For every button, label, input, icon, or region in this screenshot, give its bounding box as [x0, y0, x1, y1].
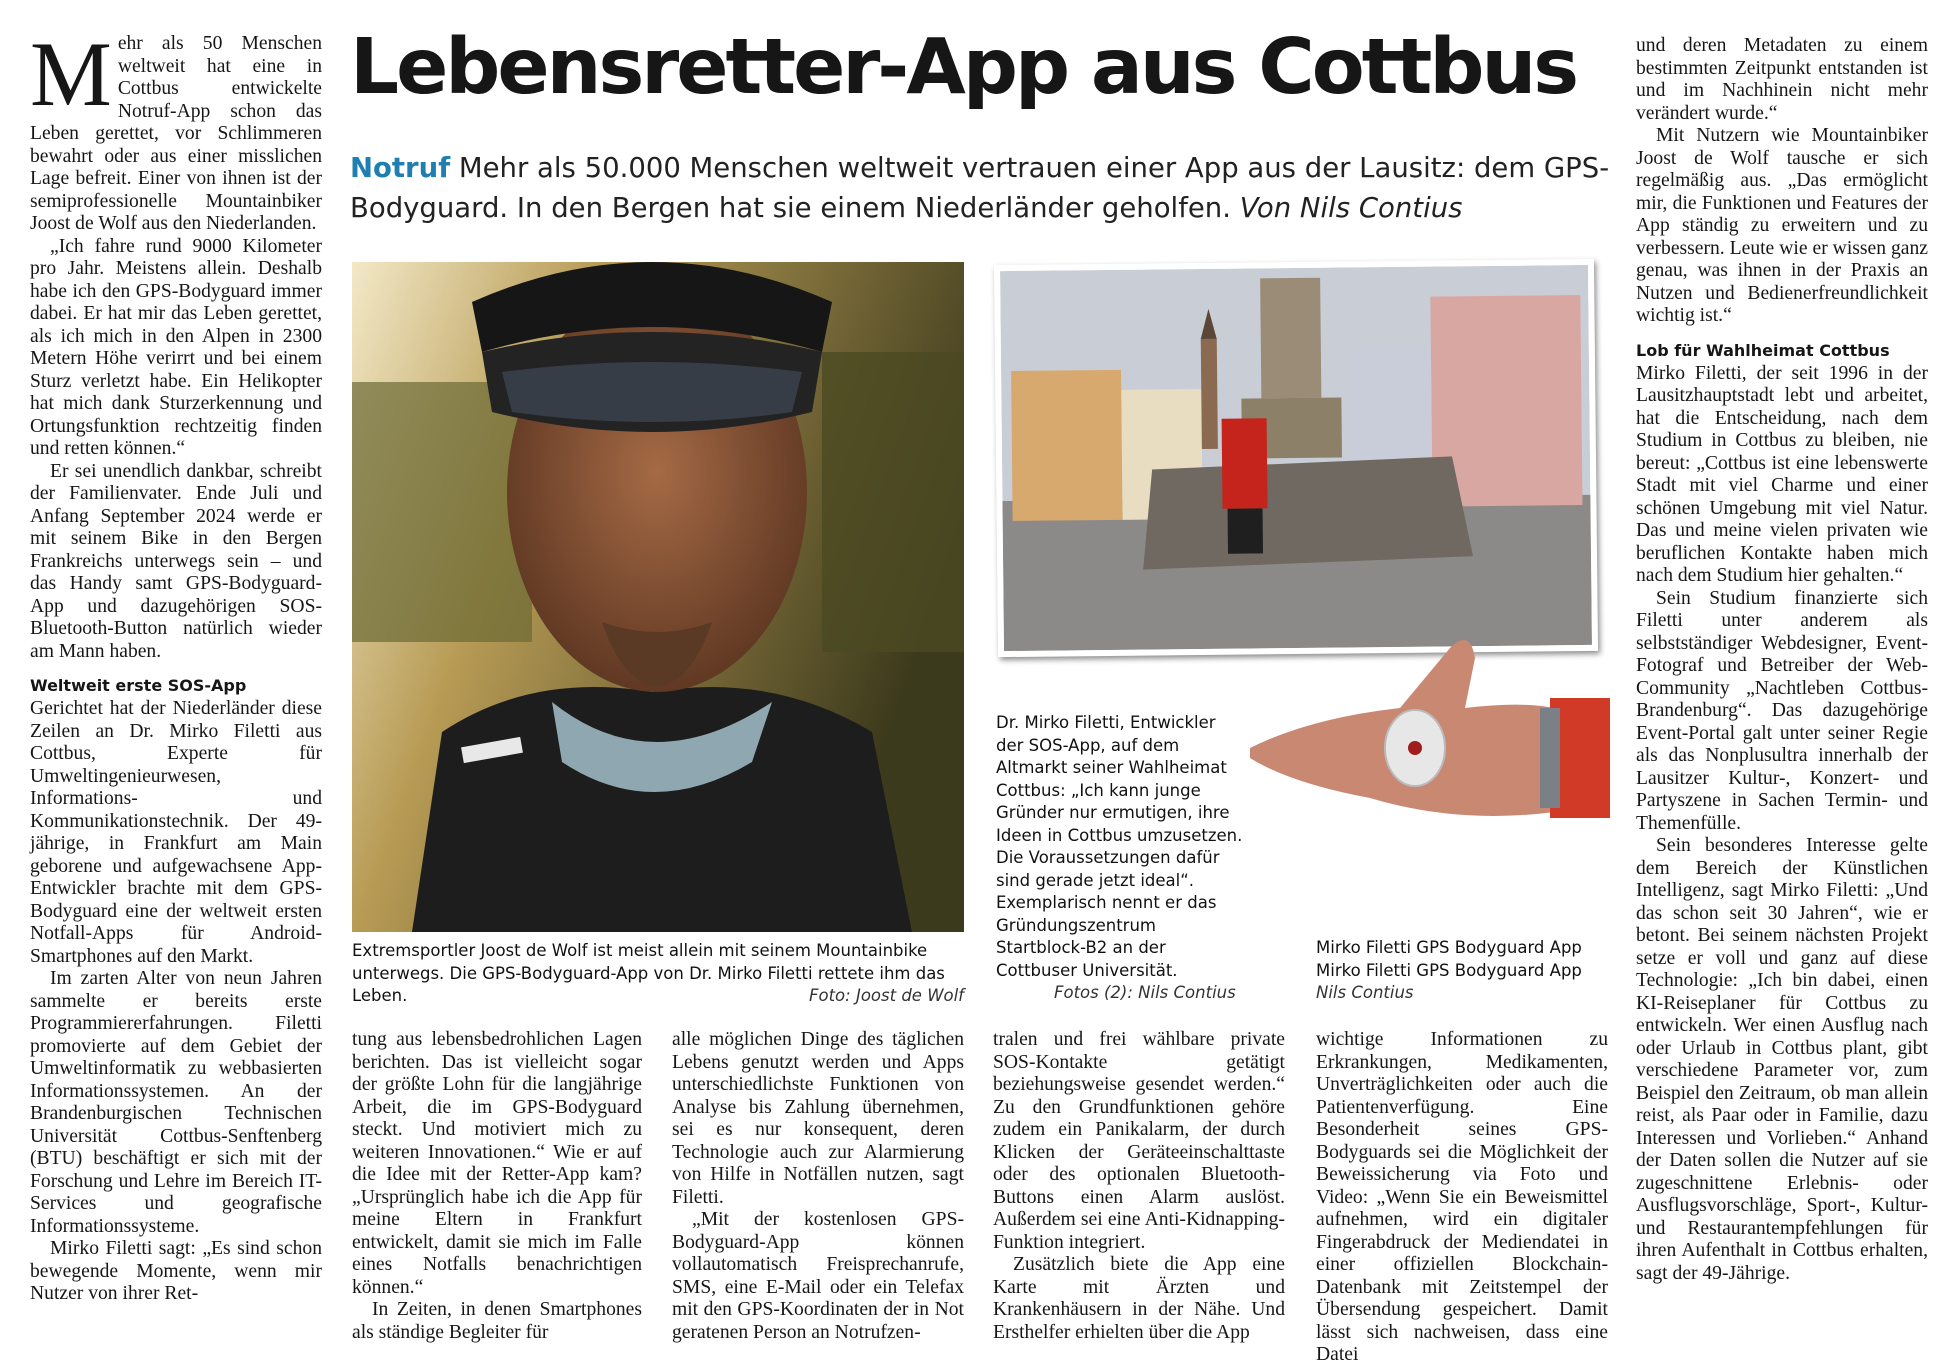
- caption-photo3-line1: Mirko Filetti GPS Bodyguard App: [1316, 938, 1582, 957]
- col6-p4: Sein Studium finanzierte sich Filetti unter anderem als selbstständiger Webdesigner, Event-Fotograf und Betreiber der Web-Community „Nachtleben Cottbus-Brandenburg“. Das dazugehörige Event-Portal galt unter seiner Regie als das Nonplusultra innerhalb der Lausitzer Kultur-, Konzert- und Partyszene in Sachen Termin- und Themenfülle.: [1636, 587, 1928, 834]
- subheading-lob: Lob für Wahlheimat Cottbus: [1636, 340, 1890, 360]
- photo-cyclist-image: [352, 262, 964, 932]
- col1-p1: [30, 23, 322, 236]
- photo-altmarkt-image: [1000, 265, 1592, 651]
- col6-p1: und deren Metadaten zu einem bestimmten Zeitpunkt entstanden ist und im Nachhinein nicht mehr verändert wurde.“: [1636, 35, 1928, 124]
- column-5: [1316, 1029, 1608, 1367]
- col2-p2: In Zeiten, in denen Smartphones als ständige Begleiter für: [352, 1299, 642, 1343]
- caption-photo3-credit: Nils Contius: [1316, 983, 1414, 1002]
- col1-p3: Er sei unendlich dankbar, schreibt der Familienvater. Ende Juli und Anfang September 2024 werde er mit seinem Bike in den Bergen Frankreichs unterwegs sein – und das Handy samt GPS-Bodyguard-App und dazugehörigen SOS-Bluetooth-Button natürlich wieder am Mann haben.: [30, 460, 322, 662]
- col3-p2: „Mit der kostenlosen GPS-Bodyguard-App können vollautomatisch Freisprechanrufe, SMS, eine E-Mail oder ein Telefax mit den GPS-Koordinaten der in Not geratenen Person an Notrufzen-: [672, 1209, 964, 1343]
- caption-photo2: [996, 712, 1246, 1005]
- column-6: [1636, 35, 1928, 1285]
- column-3: [672, 1029, 964, 1344]
- caption-photo1-credit: Foto: Joost de Wolf: [809, 986, 964, 1005]
- headline: Lebensretter-App aus Cottbus: [350, 23, 1577, 112]
- col2-p1: tung aus lebensbedrohlichen Lagen berichten. Das ist vielleicht sogar der größte Lohn für die langjährige Arbeit, die im GPS-Bodyguard steckt. Und motiviert mich zu weiteren Innovationen.“ Wie er auf die Idee mit der Retter-App kam? „Ursprünglich habe ich die App für meine Eltern in Frankfurt entwickelt, damit sie mich im Falle eines Notfalls benachrichtigen können.“: [352, 1029, 642, 1298]
- col3-p1: alle möglichen Dinge des täglichen Lebens genutzt werden und Apps unterschiedlichste Funktionen von Analyse bis Zahlung übernehmen, sei es nur konsequent, deren Technologie auch zur Alarmierung von Hilfe in Notfällen nutzen, sagt Filetti.: [672, 1029, 964, 1208]
- caption-photo2-text: Dr. Mirko Filetti, Entwickler der SOS-App, auf dem Altmarkt seiner Wahlheimat Cottbus: „Ich kann junge Gründer nur ermutigen, ihre Ideen in Cottbus umzusetzen. Die Voraussetzungen dafür sind gerade jetzt ideal“. Exemplarisch nennt er das Gründungszentrum Startblock-B2 an der Cottbuser Universität.: [996, 713, 1243, 980]
- deck-text: Mehr als 50.000 Menschen weltweit vertrauen einer App aus der Lausitz: dem GPS-Bodyguard. In den Bergen hat sie einem Niederländer geholfen.: [350, 152, 1610, 224]
- photo-hand: [1250, 598, 1610, 828]
- col6-p5: Sein besonderes Interesse gelte dem Bereich der Künstlichen Intelligenz, sagt Mirko Filetti: „Und das schon seit 30 Jahren“, wie er betont. Bei seinem nächsten Projekt setze er voll und ganz auf diese Technologie: „Ich bin dabei, einen KI-Reiseplaner für Cottbus zu entwickeln. Wer einen Ausflug nach oder Urlaub in Cottbus plant, gibt verschiedene Parameter vor, zum Beispiel den Zeitraum, ob man allein reist, als Paar oder in Familie, dazu Interessen und Vorlieben.“ Anhand der Daten sollen die Nutzer auf sie zugeschnittene Erlebnis- oder Ausflugsvorschläge, Sport-, Kultur- und Restaurantempfehlungen für ihren Aufenthalt in Cottbus erhalten, sagt der 49-Jährige.: [1636, 835, 1928, 1284]
- caption-photo3: [1316, 937, 1616, 1005]
- column-4: [993, 1029, 1285, 1344]
- col4-p2: Zusätzlich biete die App eine Karte mit Ärzten und Krankenhäusern in der Nähe. Und Ersthelfer erhielten über die App: [993, 1254, 1285, 1343]
- col1-p4: Gerichtet hat der Niederländer diese Zeilen an Dr. Mirko Filetti aus Cottbus, Experte für Umweltingenieurwesen, Informations- und Kommunikationstechnik. Der 49-jährige, in Frankfurt am Main geborene und aufgewachsene App-Entwickler brachte mit dem GPS-Bodyguard eine der weltweit ersten Notfall-Apps für Android-Smartphones auf den Markt.: [30, 698, 322, 967]
- deck-keyword: Notruf: [350, 152, 451, 184]
- col1-p5: Im zarten Alter von neun Jahren sammelte er bereits erste Programmiererfahrungen. Filetti promovierte auf dem Gebiet der Umweltinformatik zu webbasierten Informationssystemen. An der Brandenburgischen Technischen Universität Cottbus-Senftenberg (BTU) beschäftigt er sich mit der Forschung und Lehre im Bereich IT-Services und geografische Informationssysteme.: [30, 968, 322, 1237]
- photo-cyclist: [352, 262, 964, 932]
- col5-p1: wichtige Informationen zu Erkrankungen, Medikamenten, Unverträglichkeiten oder auch die Patientenverfügung. Eine Besonderheit seines GPS-Bodyguards sei die Möglichkeit der Beweissicherung via Foto und Video: „Wenn Sie ein Beweismittel aufnehmen, wird ein digitaler Fingerabdruck der Mediendatei in einer offiziellen Blockchain-Datenbank mit Zeitstempel der Übersendung gespeichert. Damit lässt sich nachweisen, dass eine Datei: [1316, 1029, 1608, 1365]
- caption-photo2-credit: Fotos (2): Nils Contius: [1054, 983, 1236, 1002]
- col4-p1: tralen und frei wählbare private SOS-Kontakte getätigt beziehungsweise gesendet werden.“ Zu den Grundfunktionen gehöre zudem ein Panikalarm, der durch Klicken der Geräteeinschalttaste oder des optionalen Bluetooth-Buttons einen Alarm auslöst. Außerdem sei eine Anti-Kidnapping-Funktion integriert.: [993, 1029, 1285, 1253]
- col6-p3: Mirko Filetti, der seit 1996 in der Lausitzhauptstadt lebt und arbeitet, hat die Entscheidung, nach dem Studium in Cottbus zu bleiben, nie bereut: „Cottbus ist eine lebenswerte Stadt mit viel Charme und einer schönen Umgebung mit viel Natur. Das und meine vielen privaten wie beruflichen Kontakte haben mich nach dem Studium hier gehalten.“: [1636, 362, 1928, 586]
- deck: [350, 148, 1620, 228]
- col1-p6: Mirko Filetti sagt: „Es sind schon bewegende Momente, wenn mir Nutzer von ihrer Ret-: [30, 1238, 322, 1304]
- col1-p2: „Ich fahre rund 9000 Kilometer pro Jahr. Meistens allein. Deshalb habe ich den GPS-Bodyguard immer dabei. Er hat mir das Leben gerettet, als ich mich in den Alpen in 2300 Metern Höhe verirrt und bei einem Sturz verletzt habe. Ein Helikopter hat mich dank Sturzerkennung und Ortungsfunktion rechtzeitig finden und retten können.“: [30, 235, 322, 459]
- byline: Von Nils Contius: [1239, 192, 1463, 224]
- column-1: [30, 23, 322, 1306]
- caption-photo3-line2: Mirko Filetti GPS Bodyguard App: [1316, 960, 1582, 980]
- dropcap: M: [30, 23, 112, 125]
- column-2: [352, 1029, 642, 1344]
- col1-p1-text: ehr als 50 Menschen weltweit hat eine in Cottbus entwickelte Notruf-App schon das Leben gerettet, vor Schlimmeren bewahrt oder aus einer misslichen Lage befreit. Einer von ihnen ist der semiprofessionelle Mountainbiker Joost de Wolf aus den Niederlanden.: [30, 33, 322, 234]
- col6-p2: Mit Nutzern wie Mountainbiker Joost de Wolf tausche er sich regelmäßig aus. „Das ermöglicht mir, die Funktionen und Features der App ständig zu erweitern und zu verbessern. Leute wie er wissen ganz genau, was ihnen in der Praxis an Nutzen und Bedienerfreundlichkeit wichtig ist.“: [1636, 125, 1928, 326]
- caption-photo1-text: Extremsportler Joost de Wolf ist meist allein mit seinem Mountainbike unterwegs. Die GPS-Bodyguard-App von Dr. Mirko Filetti rettete ihm das Leben.: [352, 941, 945, 1005]
- subheading-weltweit: Weltweit erste SOS-App: [30, 676, 247, 695]
- photo-hand-image: [1250, 598, 1610, 828]
- caption-photo1: [352, 940, 964, 1008]
